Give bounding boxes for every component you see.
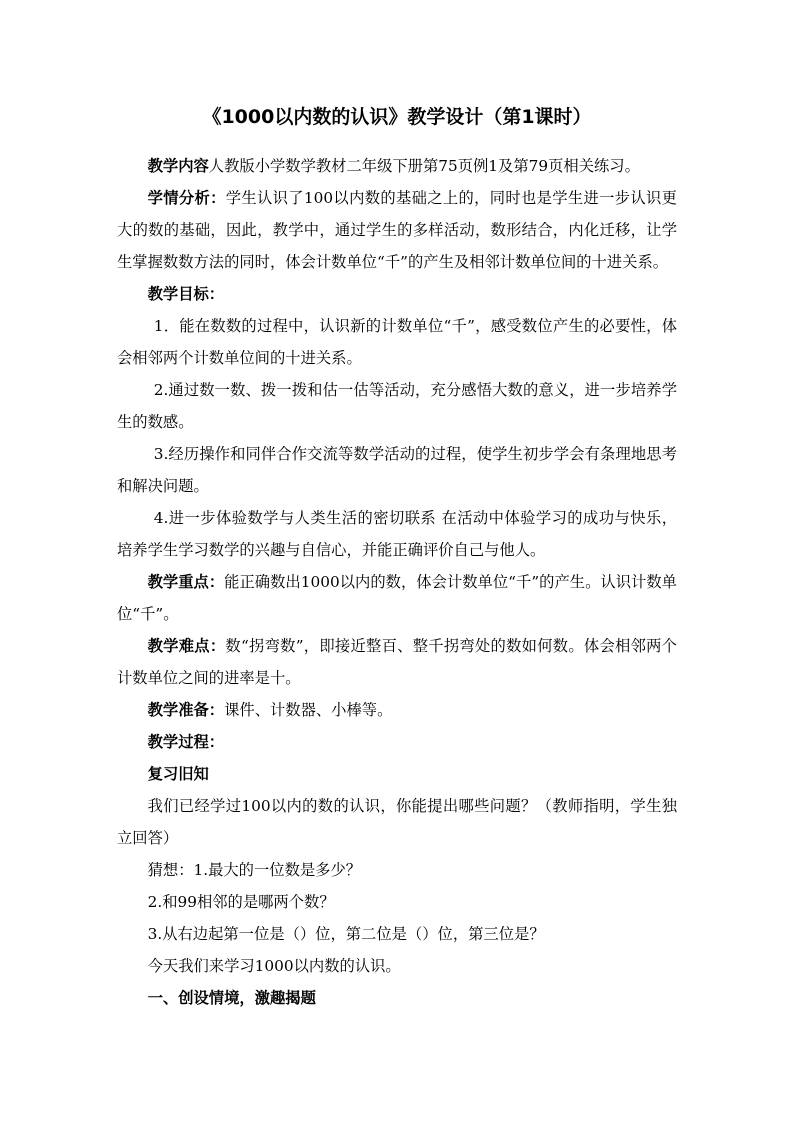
goal-item: 4.进一步体验数学与人类生活的密切联系 在活动中体验学习的成功与快乐，培养学生学习数学的兴趣与自信心，并能正确评价自己与他人。 bbox=[117, 509, 677, 559]
focus-paragraph bbox=[117, 566, 677, 630]
document-body bbox=[117, 150, 677, 1014]
goals-heading bbox=[117, 278, 677, 310]
prep-paragraph bbox=[117, 694, 677, 726]
review-heading: 复习旧知 bbox=[147, 765, 209, 783]
analysis-paragraph bbox=[117, 182, 677, 278]
review-intro: 我们已经学过100以内的数的认识，你能提出哪些问题？（教师指明，学生独立回答） bbox=[117, 797, 677, 847]
difficulty-paragraph bbox=[117, 630, 677, 694]
process-label: 教学过程： bbox=[147, 733, 225, 751]
analysis-text: 学生认识了100以内数的基础之上的，同时也是学生进一步认识更大的数的基础，因此，教学中，通过学生的多样活动，数形结合，内化迁移，让学生掌握数数方法的同时，体会计数单位“千”的产生及相邻计数单位间的十进关系。 bbox=[117, 189, 677, 271]
today-intro: 今天我们来学习1000以内数的认识。 bbox=[147, 957, 401, 975]
prep-text: 课件、计数器、小棒等。 bbox=[224, 701, 393, 719]
goals-label: 教学目标： bbox=[147, 285, 225, 303]
focus-text: 能正确数出1000以内的数，体会计数单位“千”的产生。认识计数单位“千”。 bbox=[117, 573, 677, 623]
guess-item: 3.从右边起第一位是（）位，第二位是（）位，第三位是？ bbox=[147, 925, 545, 943]
goal-item: 3.经历操作和同伴合作交流等数学活动的过程，使学生初步学会有条理地思考和解决问题。 bbox=[117, 445, 677, 495]
content-label: 教学内容 bbox=[147, 157, 209, 175]
guess-item: 2.和99相邻的是哪两个数？ bbox=[147, 893, 335, 911]
difficulty-text: 数“拐弯数”，即接近整百、整千拐弯处的数如何数。体会相邻两个计数单位之间的进率是十。 bbox=[117, 637, 677, 687]
guess-item: 猜想：1.最大的一位数是多少？ bbox=[147, 861, 362, 879]
analysis-label: 学情分析： bbox=[147, 189, 226, 207]
goal-item: 1．能在数数的过程中，认识新的计数单位“千”，感受数位产生的必要性，体会相邻两个计数单位间的十进关系。 bbox=[117, 317, 677, 367]
difficulty-label: 教学难点： bbox=[147, 637, 226, 655]
section-heading: 一、创设情境，激趣揭题 bbox=[147, 989, 316, 1007]
document-title: 《1000以内数的认识》教学设计（第1课时） bbox=[202, 106, 592, 128]
goal-item: 2.通过数一数、拨一拨和估一估等活动，充分感悟大数的意义，进一步培养学生的数感。 bbox=[117, 381, 677, 431]
prep-label: 教学准备： bbox=[147, 701, 225, 719]
content-text: 人教版小学数学教材二年级下册第75页例1及第79页相关练习。 bbox=[208, 157, 640, 175]
process-heading bbox=[117, 726, 677, 758]
focus-label: 教学重点： bbox=[147, 573, 225, 591]
content-paragraph bbox=[117, 150, 677, 182]
